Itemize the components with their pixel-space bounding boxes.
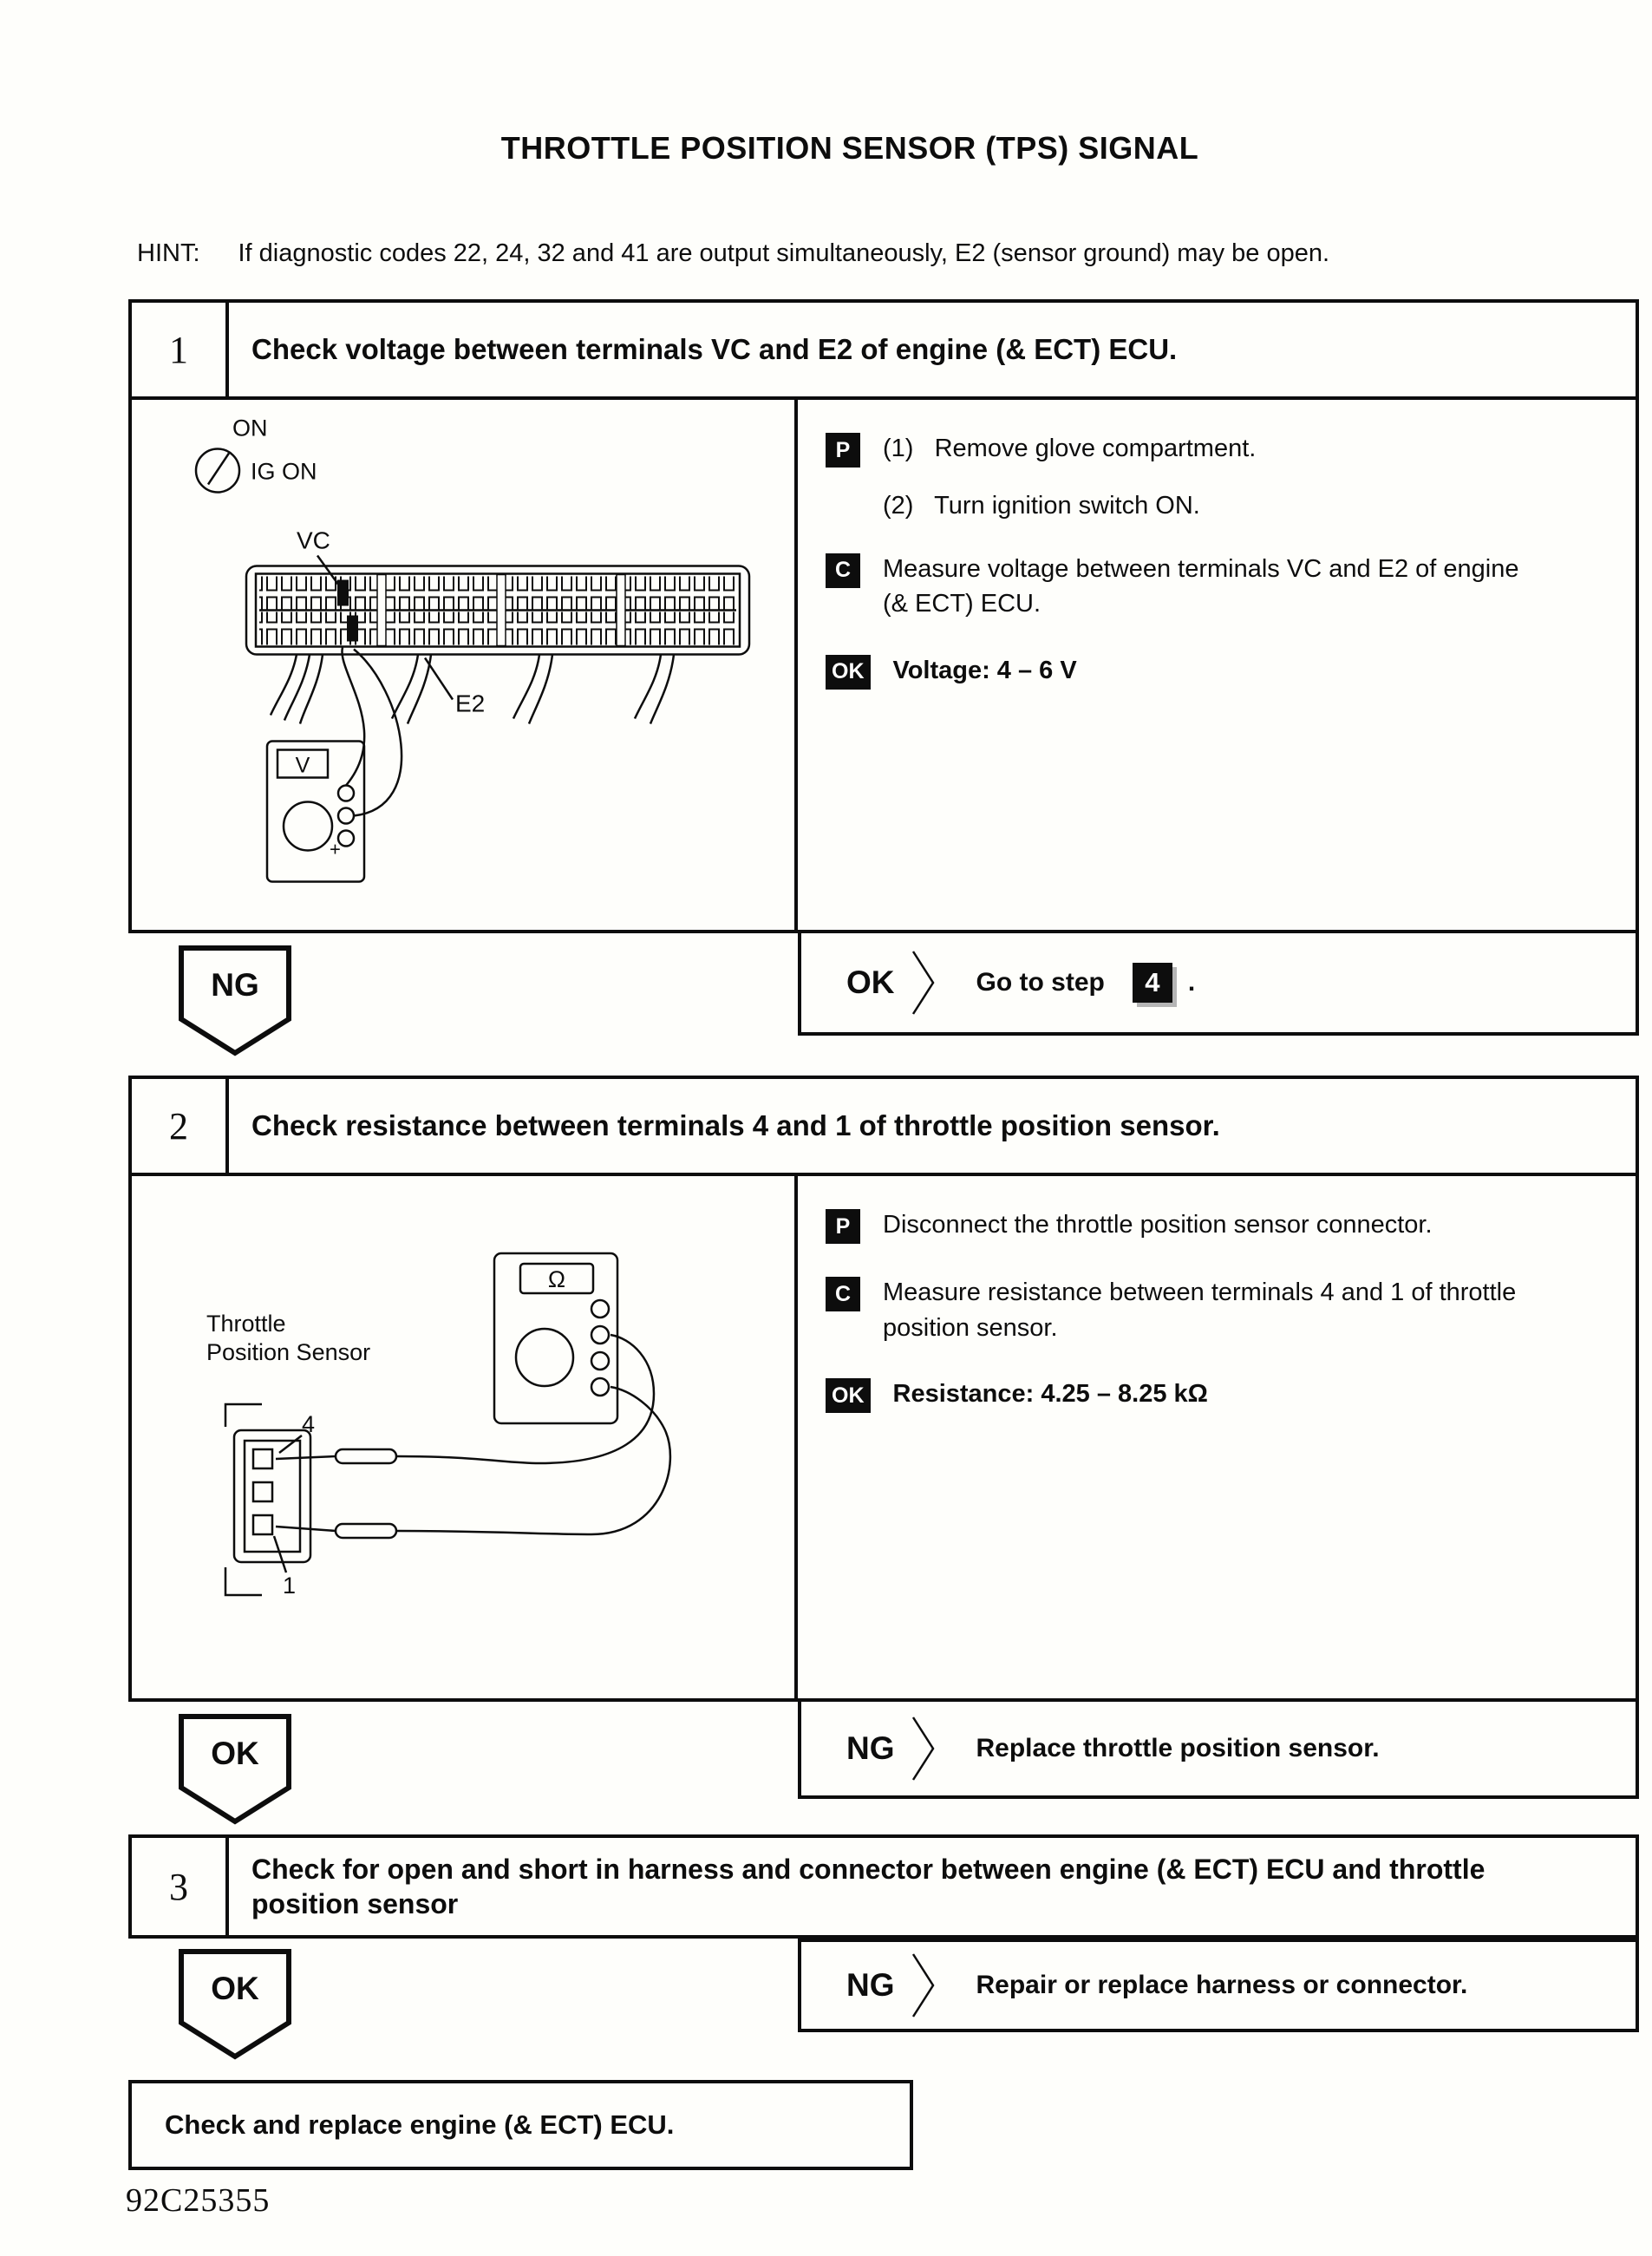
result-action: Replace throttle position sensor. [976, 1734, 1380, 1762]
hint-label: HINT: [137, 239, 200, 267]
ohmmeter-label: Ω [547, 1266, 566, 1292]
result-label: NG [846, 1967, 895, 2003]
instruction-text: Disconnect the throttle position sensor connector. [883, 1211, 1433, 1239]
step3-box [128, 1834, 1639, 1939]
step1-diagram [132, 400, 794, 930]
ecu-connector-icon [246, 566, 749, 655]
check-badge: C [826, 1277, 860, 1311]
step1-ok-result [798, 933, 1639, 1036]
step2-diagram [132, 1176, 794, 1698]
step2-ok-flag [178, 1713, 292, 1826]
ig-on-label: IG ON [251, 458, 317, 485]
instruction-text: (2) Turn ignition switch ON. [883, 492, 1200, 520]
step3-header [132, 1838, 1636, 1935]
instruction-text: Measure resistance between terminals 4 and 1 of throttle position sensor. [883, 1278, 1524, 1342]
terminal-4-label: 4 [302, 1411, 316, 1437]
vc-terminal-label: VC [297, 526, 330, 554]
step2-title: Check resistance between terminals 4 and 1 of throttle position sensor. [251, 1109, 1220, 1142]
step1-instructions [798, 400, 1636, 930]
flag-label: OK [211, 1971, 259, 2006]
svg-text:+: + [330, 838, 341, 860]
ok-badge: OK [826, 655, 871, 690]
chevron-icon [911, 949, 937, 1017]
step1-title: Check voltage between terminals VC and E2 of engine (& ECT) ECU. [251, 333, 1178, 366]
sensor-label-line1: Throttle [206, 1311, 286, 1337]
ohmmeter-icon [494, 1253, 617, 1423]
instruction-text: Measure voltage between terminals VC and E2 of engine (& ECT) ECU. [883, 554, 1526, 618]
step-target-badge: 4 [1133, 963, 1172, 1003]
result-suffix: . [1187, 968, 1196, 997]
hint-text: If diagnostic codes 22, 24, 32 and 41 are output simultaneously, E2 (sensor ground) may be open. [238, 239, 1330, 267]
instruction-text: (1) Remove glove compartment. [883, 435, 1257, 462]
step3-number: 3 [132, 1838, 229, 1935]
step2-header [132, 1079, 1636, 1176]
ok-badge: OK [826, 1378, 871, 1413]
flag-label: OK [211, 1736, 259, 1771]
final-action-box [128, 2080, 913, 2170]
step3-title: Check for open and short in harness and connector between engine (& ECT) ECU and throttle position sensor [251, 1854, 1485, 1919]
terminal-1-label: 1 [283, 1573, 297, 1599]
spec-text: Voltage: 4 – 6 V [892, 656, 1077, 684]
step3-ng-result [798, 1939, 1639, 2032]
result-action: Go to step [976, 968, 1105, 997]
step2-instructions [798, 1176, 1636, 1698]
sensor-label-line2: Position Sensor [206, 1339, 371, 1365]
step1-number: 1 [132, 303, 229, 396]
hint-row [137, 239, 1329, 268]
on-label: ON [232, 415, 268, 441]
step2-diagram-cell [132, 1176, 798, 1698]
step2-number: 2 [132, 1079, 229, 1173]
step3-ok-flag [178, 1948, 292, 2061]
chevron-icon [911, 1715, 937, 1782]
ignition-key-icon [196, 449, 239, 493]
flag-label: NG [211, 967, 259, 1003]
test-probe-bottom-icon [276, 1387, 670, 1538]
voltmeter-label: V [295, 753, 310, 778]
voltmeter-icon [267, 742, 364, 882]
prepare-badge: P [826, 1209, 860, 1244]
footer-code: 92C25355 [126, 2182, 271, 2219]
step2-ng-result [798, 1702, 1639, 1799]
step1-header [132, 303, 1636, 400]
step1-box [128, 299, 1639, 933]
check-badge: C [826, 553, 860, 588]
step1-diagram-cell [132, 400, 798, 930]
prepare-badge: P [826, 433, 860, 468]
final-action-text: Check and replace engine (& ECT) ECU. [165, 2109, 675, 2140]
e2-terminal-label: E2 [455, 690, 486, 717]
meter-lead-wires-icon [342, 648, 402, 816]
result-label: OK [846, 965, 895, 1000]
spec-text: Resistance: 4.25 – 8.25 kΩ [892, 1380, 1208, 1409]
page-title: THROTTLE POSITION SENSOR (TPS) SIGNAL [500, 130, 1199, 166]
chevron-icon [911, 1952, 937, 2019]
result-action: Repair or replace harness or connector. [976, 1971, 1468, 1999]
step2-box [128, 1076, 1639, 1702]
result-label: NG [846, 1730, 895, 1766]
step1-ng-flag [178, 945, 292, 1057]
tps-connector-icon [225, 1404, 310, 1595]
